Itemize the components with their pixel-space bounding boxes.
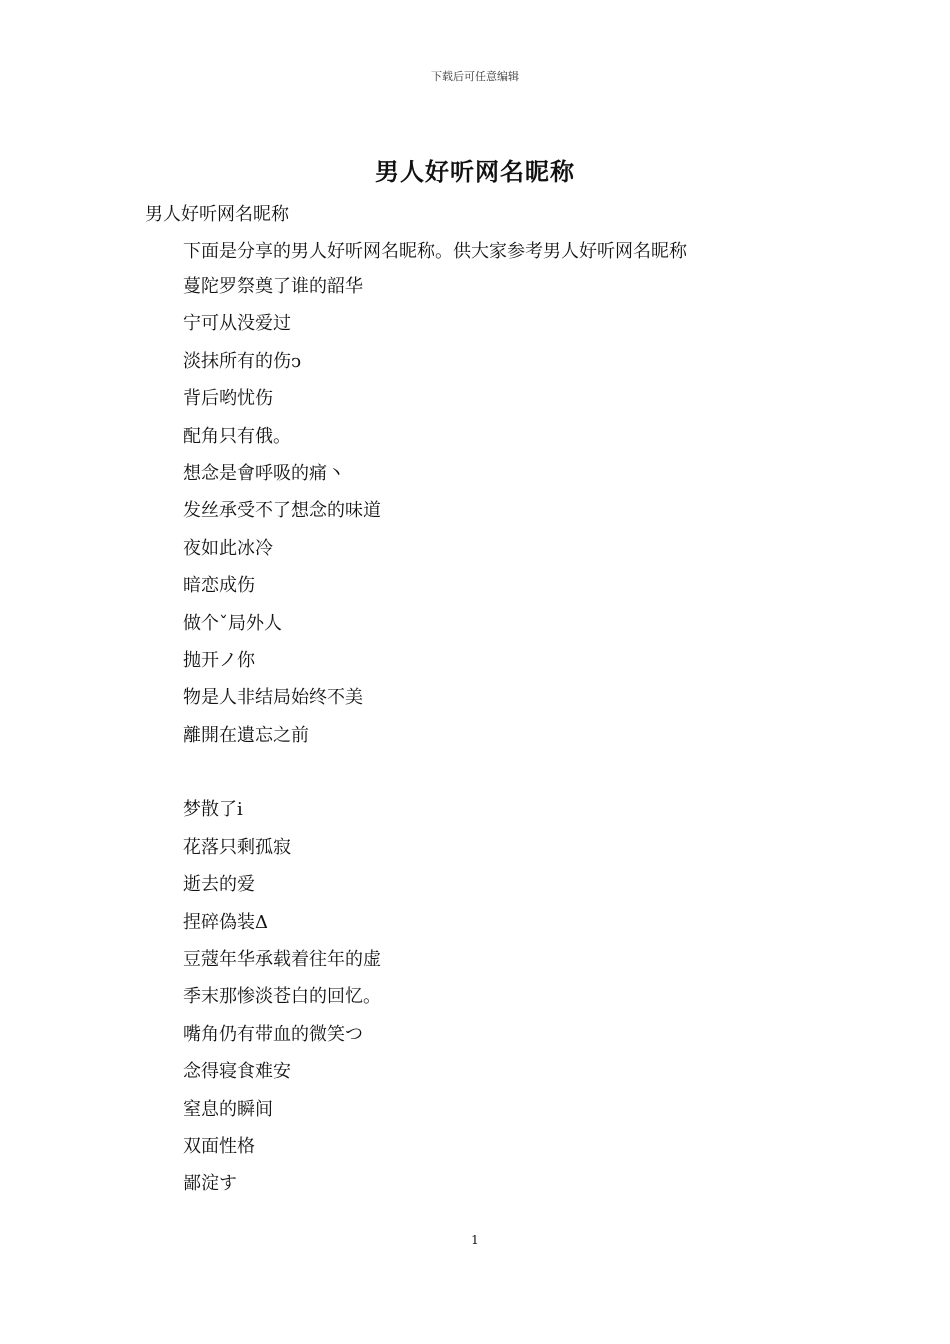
list-item: 梦散了ⅰ (183, 799, 243, 821)
list-item: 蔓陀罗祭奠了谁的韶华 (183, 276, 363, 297)
list-item: 花落只剩孤寂 (183, 836, 291, 858)
list-item: 豆蔻年华承载着往年的虚 (183, 949, 381, 971)
list-item: 做个ˇ局外人 (183, 612, 282, 634)
intro-paragraph: 下面是分享的男人好听网名昵称。供大家参考男人好听网名昵称 (183, 241, 687, 262)
list-item: 嘴角仍有带血的微笑つ (183, 1023, 363, 1045)
list-item: 发丝承受不了想念的味道 (183, 500, 381, 522)
list-item: 窒息的瞬间 (183, 1098, 273, 1120)
list-item: 抛开ノ你 (183, 649, 255, 671)
list-item: 念得寝食难安 (183, 1061, 291, 1083)
list-item: 離開在遺忘之前 (183, 724, 309, 746)
list-spacer (183, 760, 381, 797)
nickname-list (183, 274, 381, 1209)
list-item: 物是人非结局始终不美 (183, 687, 363, 709)
document-title: 男人好听网名昵称 (375, 157, 575, 186)
list-item: 宁可从没爱过 (183, 313, 291, 335)
header-note: 下载后可任意编辑 (431, 70, 519, 83)
list-item: 背后哟忧伤 (183, 388, 273, 410)
list-item: 季末那惨淡苍白的回忆。 (183, 986, 381, 1008)
list-item: 淡抹所有的伤ↄ (183, 350, 302, 372)
list-item: 想念是會呼吸的痛丶 (183, 462, 345, 484)
list-item: 双面性格 (183, 1135, 255, 1157)
document-subtitle: 男人好听网名昵称 (145, 204, 289, 225)
page-number: 1 (471, 1233, 479, 1247)
list-item: 逝去的爱 (183, 874, 255, 896)
list-item: 鄙淀す (183, 1173, 237, 1195)
list-item: 暗恋成伤 (183, 575, 255, 597)
list-item: 捏碎偽装Δ (183, 911, 268, 933)
list-item: 配角只有俄。 (183, 425, 291, 447)
list-item: 夜如此冰冷 (183, 537, 273, 559)
